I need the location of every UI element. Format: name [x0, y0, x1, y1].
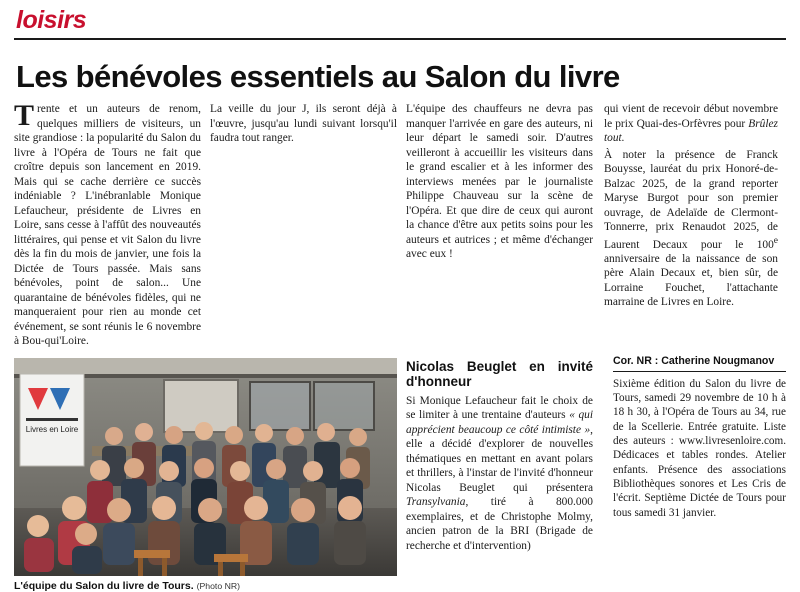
top-rule: [14, 38, 786, 40]
photo-credit: (Photo NR): [196, 580, 241, 591]
photo-wrap: [14, 358, 397, 592]
column-2: [210, 102, 406, 350]
column-4: [602, 102, 778, 350]
paragraph-col1-cont: La veille du jour J, ils seront déjà à l'œuvre, jusqu'au lundi suivant lorsqu'il faudra tout ranger.: [210, 103, 397, 145]
photo-caption: [14, 580, 397, 592]
column-4-lower: [611, 351, 786, 592]
article-columns-bottom: [14, 351, 786, 592]
paragraph-col3-guest: Si Monique Lefaucheur fait le choix de se limiter à une trentaine d'auteurs « qui apprécient beaucoup ce côté intimiste », elle a décidé d'explorer de nouvelles thématiques en mettant en avant polars et thrillers, à l'instar de l'invité d'honneur Nicolas Beuglet qui présentera Transylvania, tiré à 800.000 exemplaires, et de Christophe Molmy, ancien patron de la BRI (Brigade de recherche et d'intervention): [406, 394, 593, 552]
column-1: [14, 99, 210, 350]
paragraph-col3-drivers: L'équipe des chauffeurs ne devra pas manquer l'arrivée en gare des auteurs, ni leur départ le samedi soir. D'autres veilleront à accueillir les visiteurs dans le grand escalier et à les informer des interviews menées par le journaliste Philippe Chauveau sur la scène de l'Opéra. Et que dire de ceux qui auront la chance d'être aux petits soins pour les auteurs et autrices ; et même d'échanger avec eux !: [406, 103, 593, 261]
byline: Cor. NR : Catherine Nougmanov: [613, 354, 775, 367]
paragraph-col4-guests: À noter la présence de Franck Bouysse, lauréat du prix Honoré-de-Balzac 2025, de la grand reporter Maryse Burgot pour son premier ouvrage, de Adelaïde de Clermont-Tonnerre, prix Renaudot 2025, de Laurent Decaux pour le 100e anniversaire de la naissance de son père Alain Decaux et, bien sûr, de Lorraine Fouchet, l'attachante marraine de Livres en Loire.: [604, 148, 778, 309]
paragraph-col4-prize: qui vient de recevoir début novembre le prix Quai-des-Orfèvres pour Brûlez tout.: [604, 103, 778, 145]
article-columns-top: [14, 99, 786, 350]
page-title: Les bénévoles essentiels au Salon du livre: [16, 58, 620, 94]
photo-illustration: [14, 358, 397, 576]
byline-rule: [613, 371, 786, 372]
paragraph-col1-intro: Trente et un auteurs de renom, quelques milliers de visiteurs, un site grandiose : la popularité du Salon du livre à l'Opéra de Tours ne fait que croître depuis son lancement en 2019. Mais qui se cache derrière ce succès indéniable ? L'inébranlable Monique Lefaucheur, présidente de Livres en Loire, sans cesse à l'affût des nouveautés littéraires, qui pense et vit Salon du livre dès la fin du mois de janvier, une fois la Dictée de Tours passée. Mais sans bénévoles, point de salon... Une quarantaine de bénévoles fidèles, qui ne manqueraient pour rien au monde cet événement, se sont réunis le 6 novembre à Bou-qui'Loire.: [14, 99, 201, 348]
photo: [14, 358, 397, 576]
photo-caption-text: L'équipe du Salon du livre de Tours.: [14, 579, 194, 592]
photo-and-mid-columns: [14, 351, 611, 592]
subheadline: Nicolas Beuglet en invité d'honneur: [406, 358, 593, 389]
practical-info: Sixième édition du Salon du livre de Tours, samedi 29 novembre de 10 h à 18 h 30, à l'Opéra de Tours au 34, rue de la Scellerie. Entrée gratuite. Liste des auteurs : www.livresenloire.com. Dédicaces et tables rondes. Atelier enfants. Présence des associations Bibliothèques sonores et Les Cris de l'écrit. Septième Dictée de Tours pour tous samedi 31 janvier.: [613, 377, 786, 519]
column-3: [406, 102, 602, 350]
column-3-lower: [406, 351, 602, 592]
section-kicker: loisirs: [16, 6, 87, 34]
photo-column: [14, 351, 406, 592]
svg-text:Livres en Loire: Livres en Loire: [25, 424, 79, 434]
